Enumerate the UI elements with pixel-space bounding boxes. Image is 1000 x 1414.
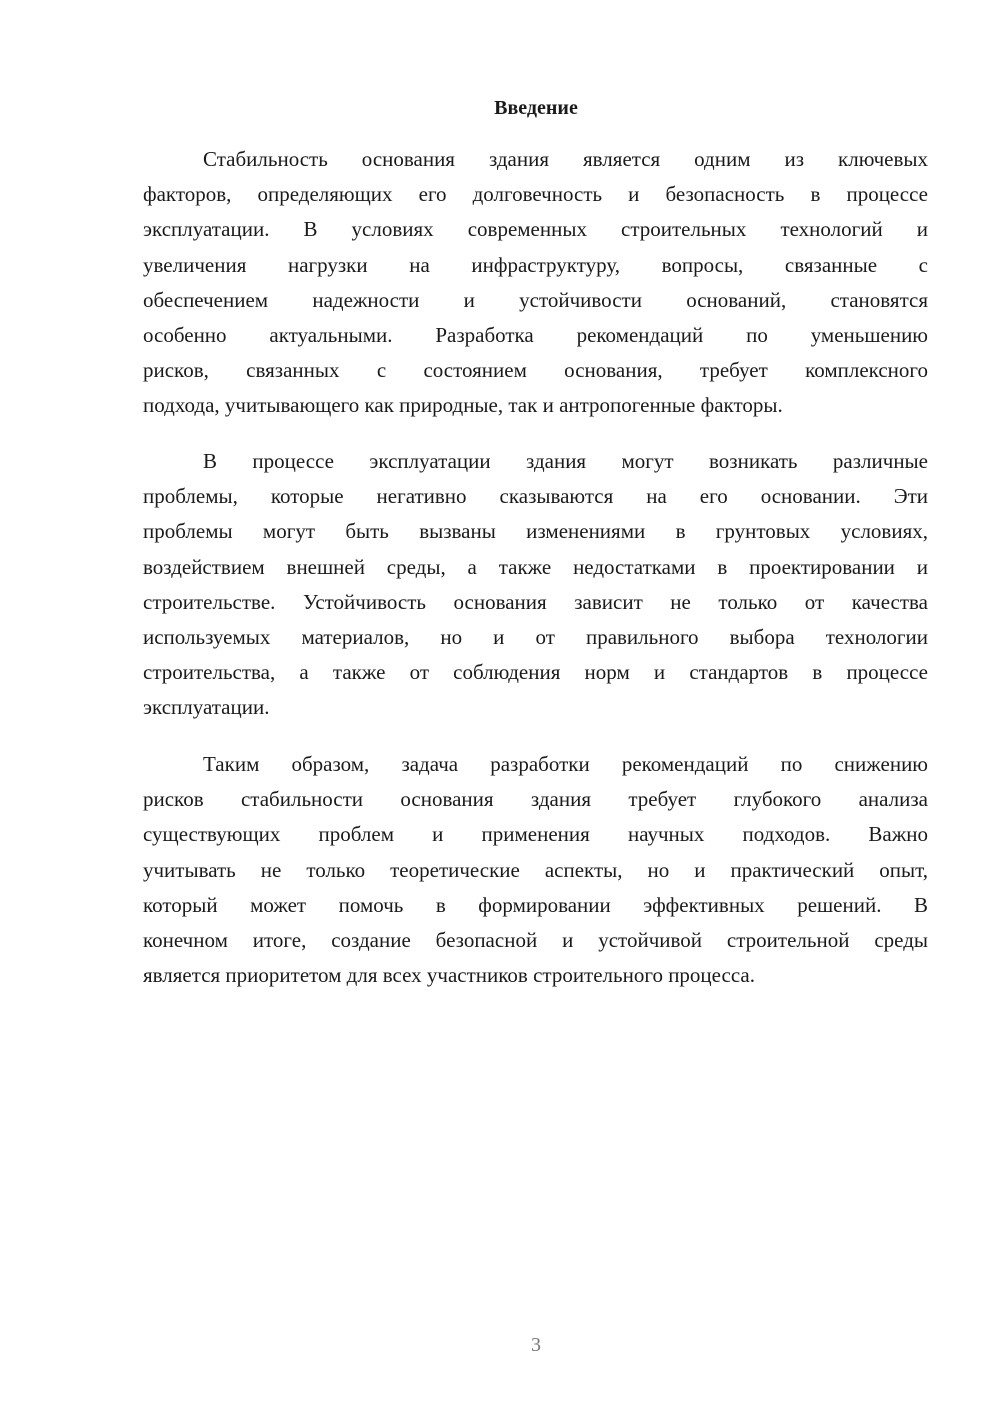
paragraph-1	[143, 142, 928, 424]
section-heading: Введение	[494, 97, 578, 119]
text-line: эксплуатации.	[143, 695, 270, 720]
text-line: проблемы, которые негативно сказываются на его основании. Эти	[143, 484, 928, 509]
text-line: эксплуатации. В условиях современных строительных технологий и	[143, 217, 928, 242]
paragraph-2	[143, 444, 928, 726]
paragraph-3	[143, 747, 928, 993]
text-line: Стабильность основания здания является одним из ключевых	[203, 147, 928, 171]
text-line: обеспечением надежности и устойчивости оснований, становятся	[143, 287, 928, 312]
page-number: 3	[531, 1334, 541, 1356]
text-line: Таким образом, задача разработки рекомендаций по снижению	[203, 752, 928, 776]
text-line: конечном итоге, создание безопасной и устойчивой строительной среды	[143, 927, 928, 952]
text-line: существующих проблем и применения научных подходов. Важно	[143, 822, 928, 847]
text-line: увеличения нагрузки на инфраструктуру, вопросы, связанные с	[143, 252, 928, 277]
text-line: В процессе эксплуатации здания могут возникать различные	[203, 449, 928, 473]
text-line: факторов, определяющих его долговечность и безопасность в процессе	[143, 182, 928, 207]
text-line: подхода, учитывающего как природные, так и антропогенные факторы.	[143, 393, 783, 418]
text-line: строительстве. Устойчивость основания зависит не только от качества	[143, 589, 928, 614]
text-line: проблемы могут быть вызваны изменениями в грунтовых условиях,	[143, 519, 928, 544]
text-line: строительства, а также от соблюдения норм и стандартов в процессе	[143, 660, 928, 685]
text-line: который может помочь в формировании эффективных решений. В	[143, 892, 928, 917]
text-line: рисков стабильности основания здания требует глубокого анализа	[143, 787, 928, 812]
text-line: особенно актуальными. Разработка рекомендаций по уменьшению	[143, 322, 928, 347]
text-line: является приоритетом для всех участников строительного процесса.	[143, 963, 755, 988]
text-line: используемых материалов, но и от правильного выбора технологии	[143, 624, 928, 649]
text-line: воздействием внешней среды, а также недостатками в проектировании и	[143, 554, 928, 579]
text-line: рисков, связанных с состоянием основания, требует комплексного	[143, 358, 928, 383]
text-line: учитывать не только теоретические аспекты, но и практический опыт,	[143, 857, 928, 882]
